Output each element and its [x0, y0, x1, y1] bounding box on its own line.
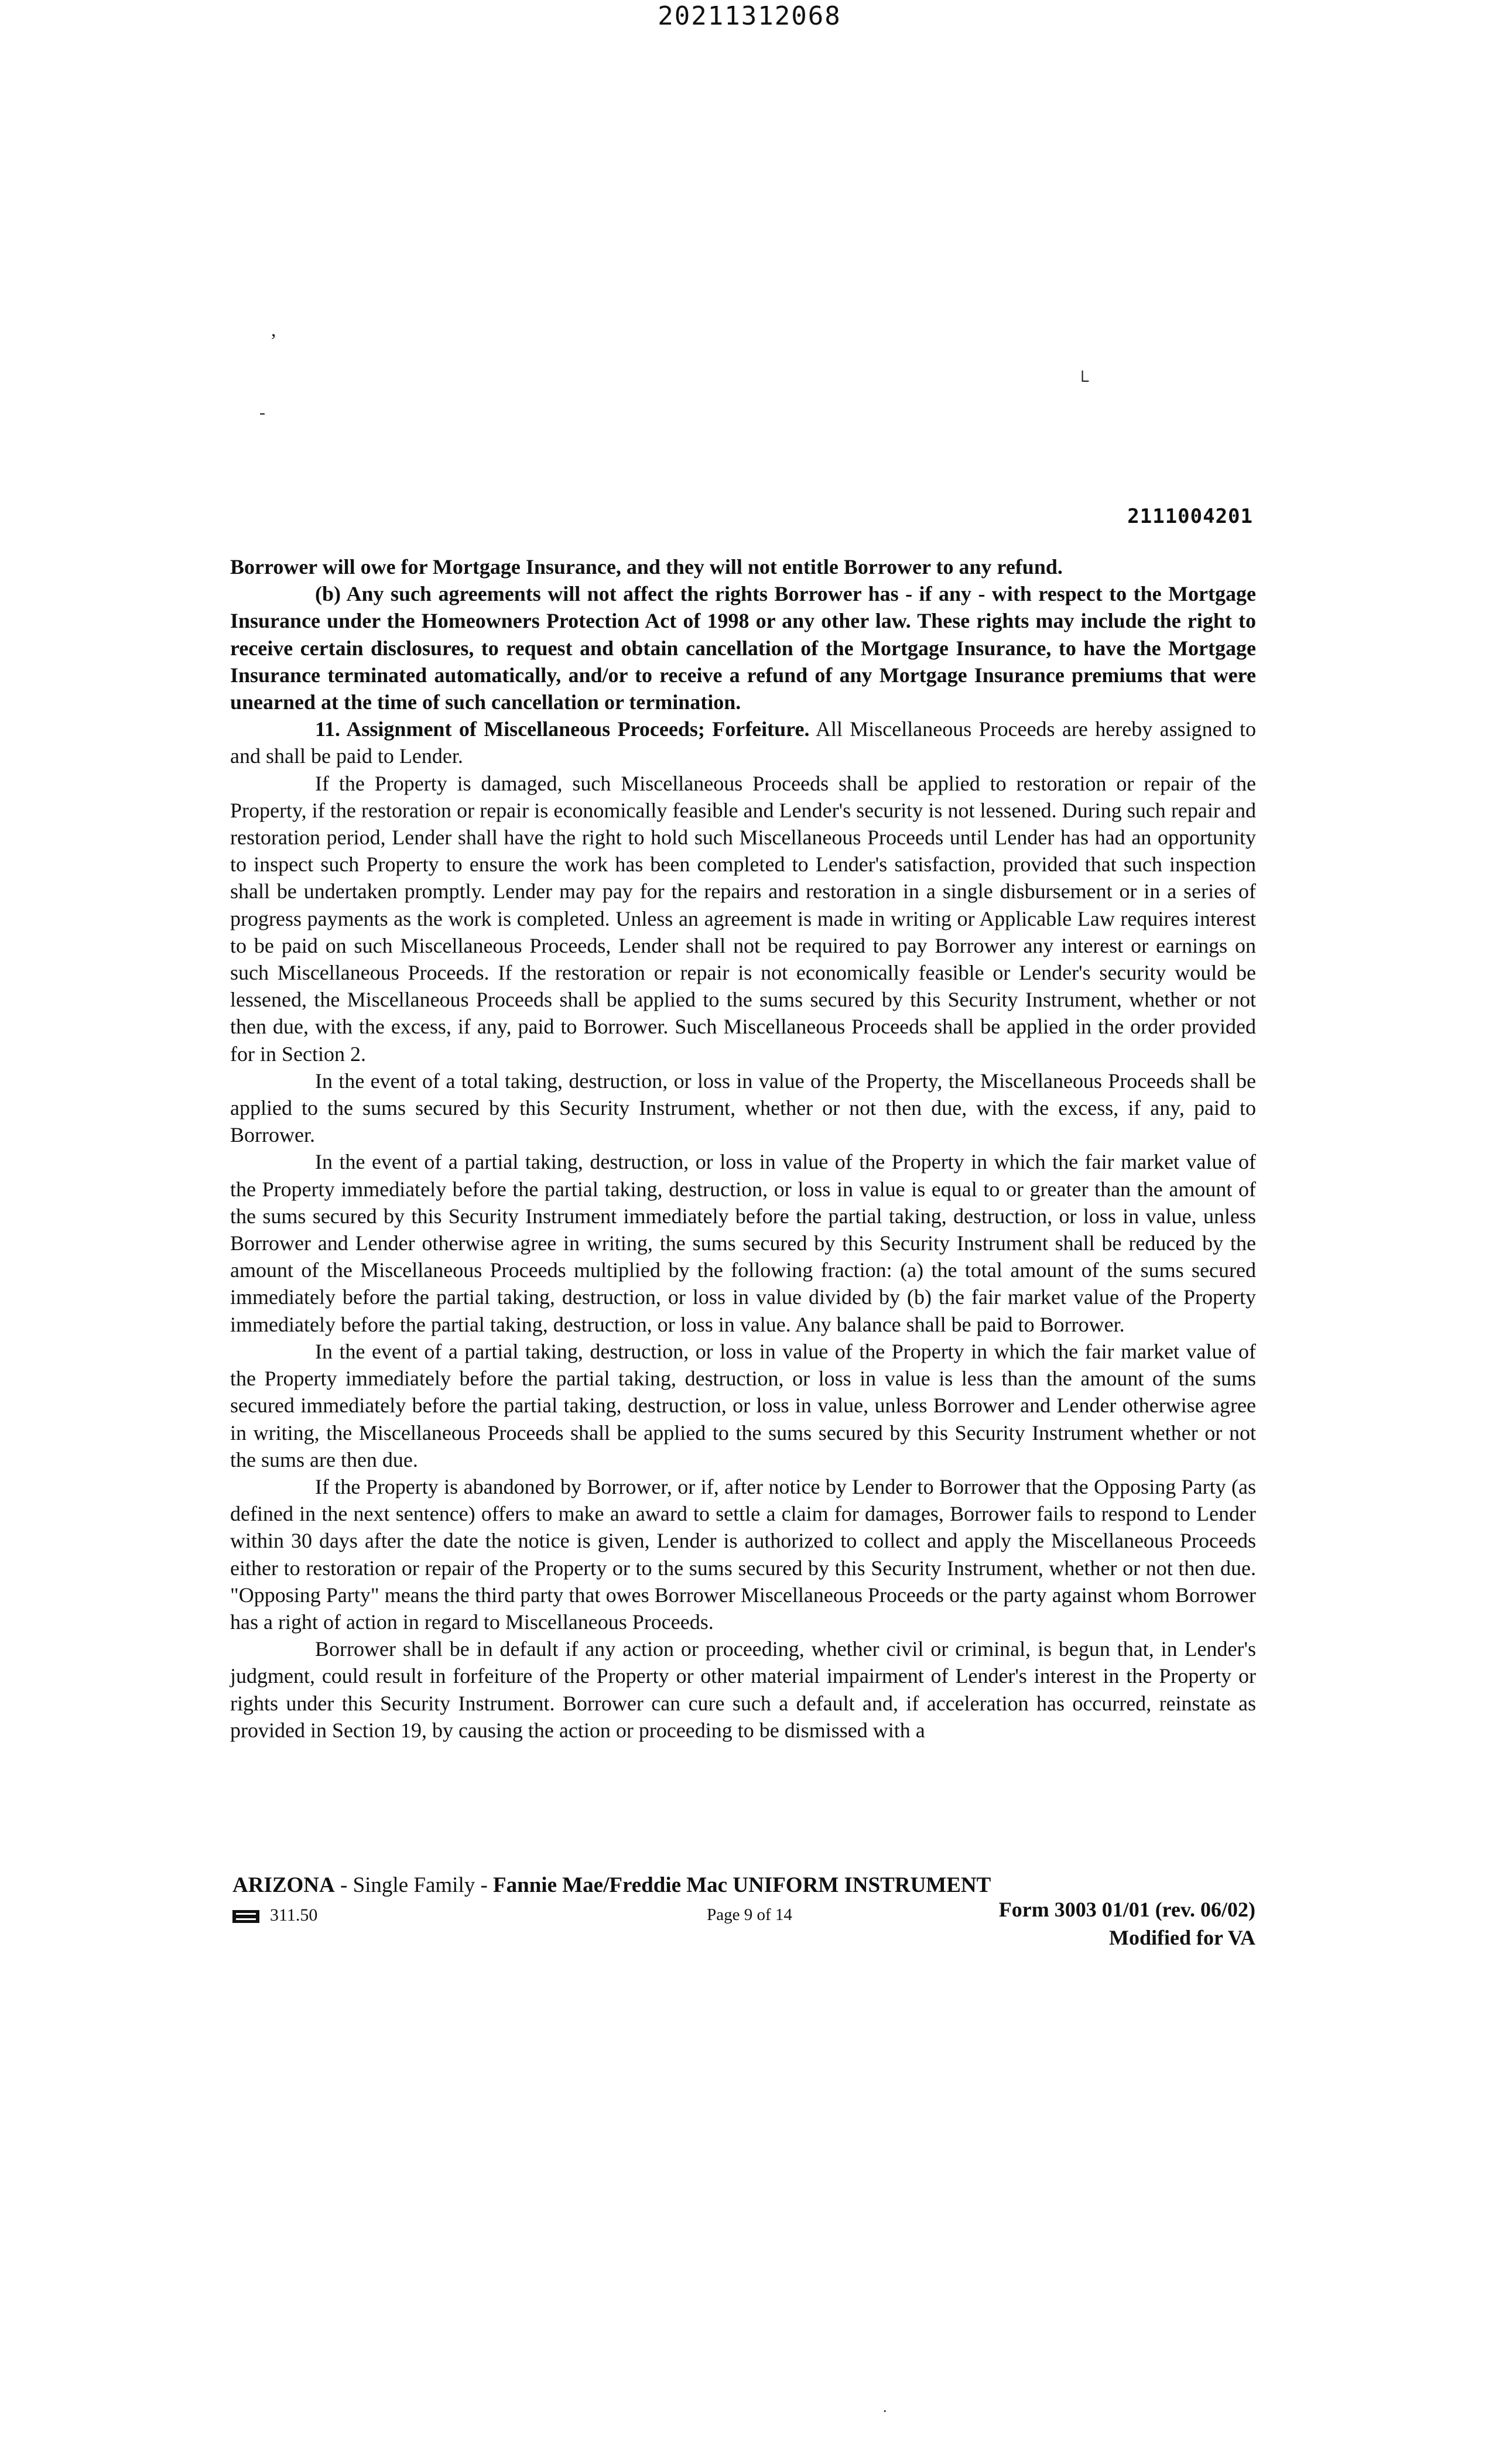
recording-number: 20211312068 — [658, 1, 841, 31]
stray-mark: . — [883, 2398, 887, 2415]
stray-mark: └ — [1076, 371, 1089, 391]
paragraph: Borrower shall be in default if any action or proceeding, whether civil or criminal, is begun that, in Lender's judgment, could result in forfeiture of the Property or other material impairment of Lender's interest in the Property or rights under this Security Instrument. Borrower can cure such a default and, if acceleration has occurred, reinstate as provided in Section 19, by causing the action or proceeding to be dismissed with a — [230, 1637, 1256, 1742]
footer-type: - Single Family - — [334, 1873, 494, 1897]
paragraph: If the Property is damaged, such Miscellaneous Proceeds shall be applied to restoration or repair of the Property, if the restoration or repair is economically feasible and Lender's security is not lessened. During such repair and restoration period, Lender shall have the right to hold such Miscellaneous Proceeds until Lender has had an opportunity to inspect such Property to ensure the work has been completed to Lender's satisfaction, provided that such inspection shall be undertaken promptly. Lender may pay for the repairs and restoration in a single disbursement or in a series of progress payments as the work is completed. Unless an agreement is made in writing or Applicable Law requires interest to be paid on such Miscellaneous Proceeds, Lender shall not be required to pay Borrower any interest or earnings on such Miscellaneous Proceeds. If the restoration or repair is not economically feasible or Lender's security would be lessened, the Miscellaneous Proceeds shall be applied to the sums secured by this Security Instrument, whether or not then due, with the excess, if any, paid to Borrower. Such Miscellaneous Proceeds shall be applied in the order provided for in Section 2. — [230, 771, 1256, 1066]
vmp-logo-icon — [232, 1910, 259, 1923]
footer-instrument: Fannie Mae/Freddie Mac UNIFORM INSTRUMENT — [493, 1873, 991, 1897]
stray-mark: - — [259, 403, 265, 422]
footer-code-number: 311.50 — [270, 1905, 318, 1925]
form-number: Form 3003 01/01 (rev. 06/02) — [998, 1898, 1255, 1921]
section-text: All Miscellaneous Proceeds are hereby assigned to and shall be paid to Lender. — [230, 717, 1256, 768]
page-number: Page 9 of 14 — [707, 1905, 792, 1924]
document-body — [230, 553, 1256, 1744]
footer-code — [232, 1905, 317, 1925]
paragraph: In the event of a partial taking, destruction, or loss in value of the Property in which the fair market value of the Property immediately before the partial taking, destruction, or loss in value is equal to or greater than the amount of the sums secured by this Security Instrument immediately before the partial taking, destruction, or loss in value, unless Borrower and Lender otherwise agree in writing, the sums secured by this Security Instrument shall be reduced by the amount of the Miscellaneous Proceeds multiplied by the following fraction: (a) the total amount of the sums secured immediately before the partial taking, destruction, or loss in value divided by (b) the fair market value of the Property immediately before the partial taking, destruction, or loss in value. Any balance shall be paid to Borrower. — [230, 1150, 1256, 1336]
paragraph: In the event of a total taking, destruction, or loss in value of the Property, the Miscellaneous Proceeds shall be applied to the sums secured by this Security Instrument, whether or not then due, with the excess, if any, paid to Borrower. — [230, 1069, 1256, 1147]
section-11-paragraph — [230, 716, 1256, 769]
paragraph: (b) Any such agreements will not affect the rights Borrower has - if any - with respect to the Mortgage Insurance under the Homeowners Protection Act of 1998 or any other law. These rights may include the right to receive certain disclosures, to request and obtain cancellation of the Mortgage Insurance, to have the Mortgage Insurance terminated automatically, and/or to receive a refund of any Mortgage Insurance premiums that were unearned at the time of such cancellation or termination. — [230, 582, 1256, 714]
paragraph: If the Property is abandoned by Borrower, or if, after notice by Lender to Borrower that the Opposing Party (as defined in the next sentence) offers to make an award to settle a claim for damages, Borrower fails to respond to Lender within 30 days after the date the notice is given, Lender is authorized to collect and apply the Miscellaneous Proceeds either to restoration or repair of the Property or to the sums secured by this Security Instrument, whether or not then due. "Opposing Party" means the third party that owes Borrower Miscellaneous Proceeds or the party against whom Borrower has a right of action in regard to Miscellaneous Proceeds. — [230, 1474, 1256, 1634]
paragraph: In the event of a partial taking, destruction, or loss in value of the Property in which the fair market value of the Property immediately before the partial taking, destruction, or loss in value is less than the amount of the sums secured immediately before the partial taking, destruction, or loss in value, unless Borrower and Lender otherwise agree in writing, the Miscellaneous Proceeds shall be applied to the sums secured by this Security Instrument whether or not the sums are then due. — [230, 1339, 1256, 1471]
loan-number: 2111004201 — [1127, 505, 1253, 528]
section-heading: 11. Assignment of Miscellaneous Proceeds; Forfeiture. — [315, 717, 810, 741]
footer-state: ARIZONA — [232, 1873, 335, 1897]
form-modified-note: Modified for VA — [1108, 1926, 1255, 1949]
paragraph: Borrower will owe for Mortgage Insurance, and they will not entitle Borrower to any refund. — [230, 555, 1063, 579]
footer-title — [232, 1873, 991, 1898]
stray-mark: , — [271, 319, 276, 341]
